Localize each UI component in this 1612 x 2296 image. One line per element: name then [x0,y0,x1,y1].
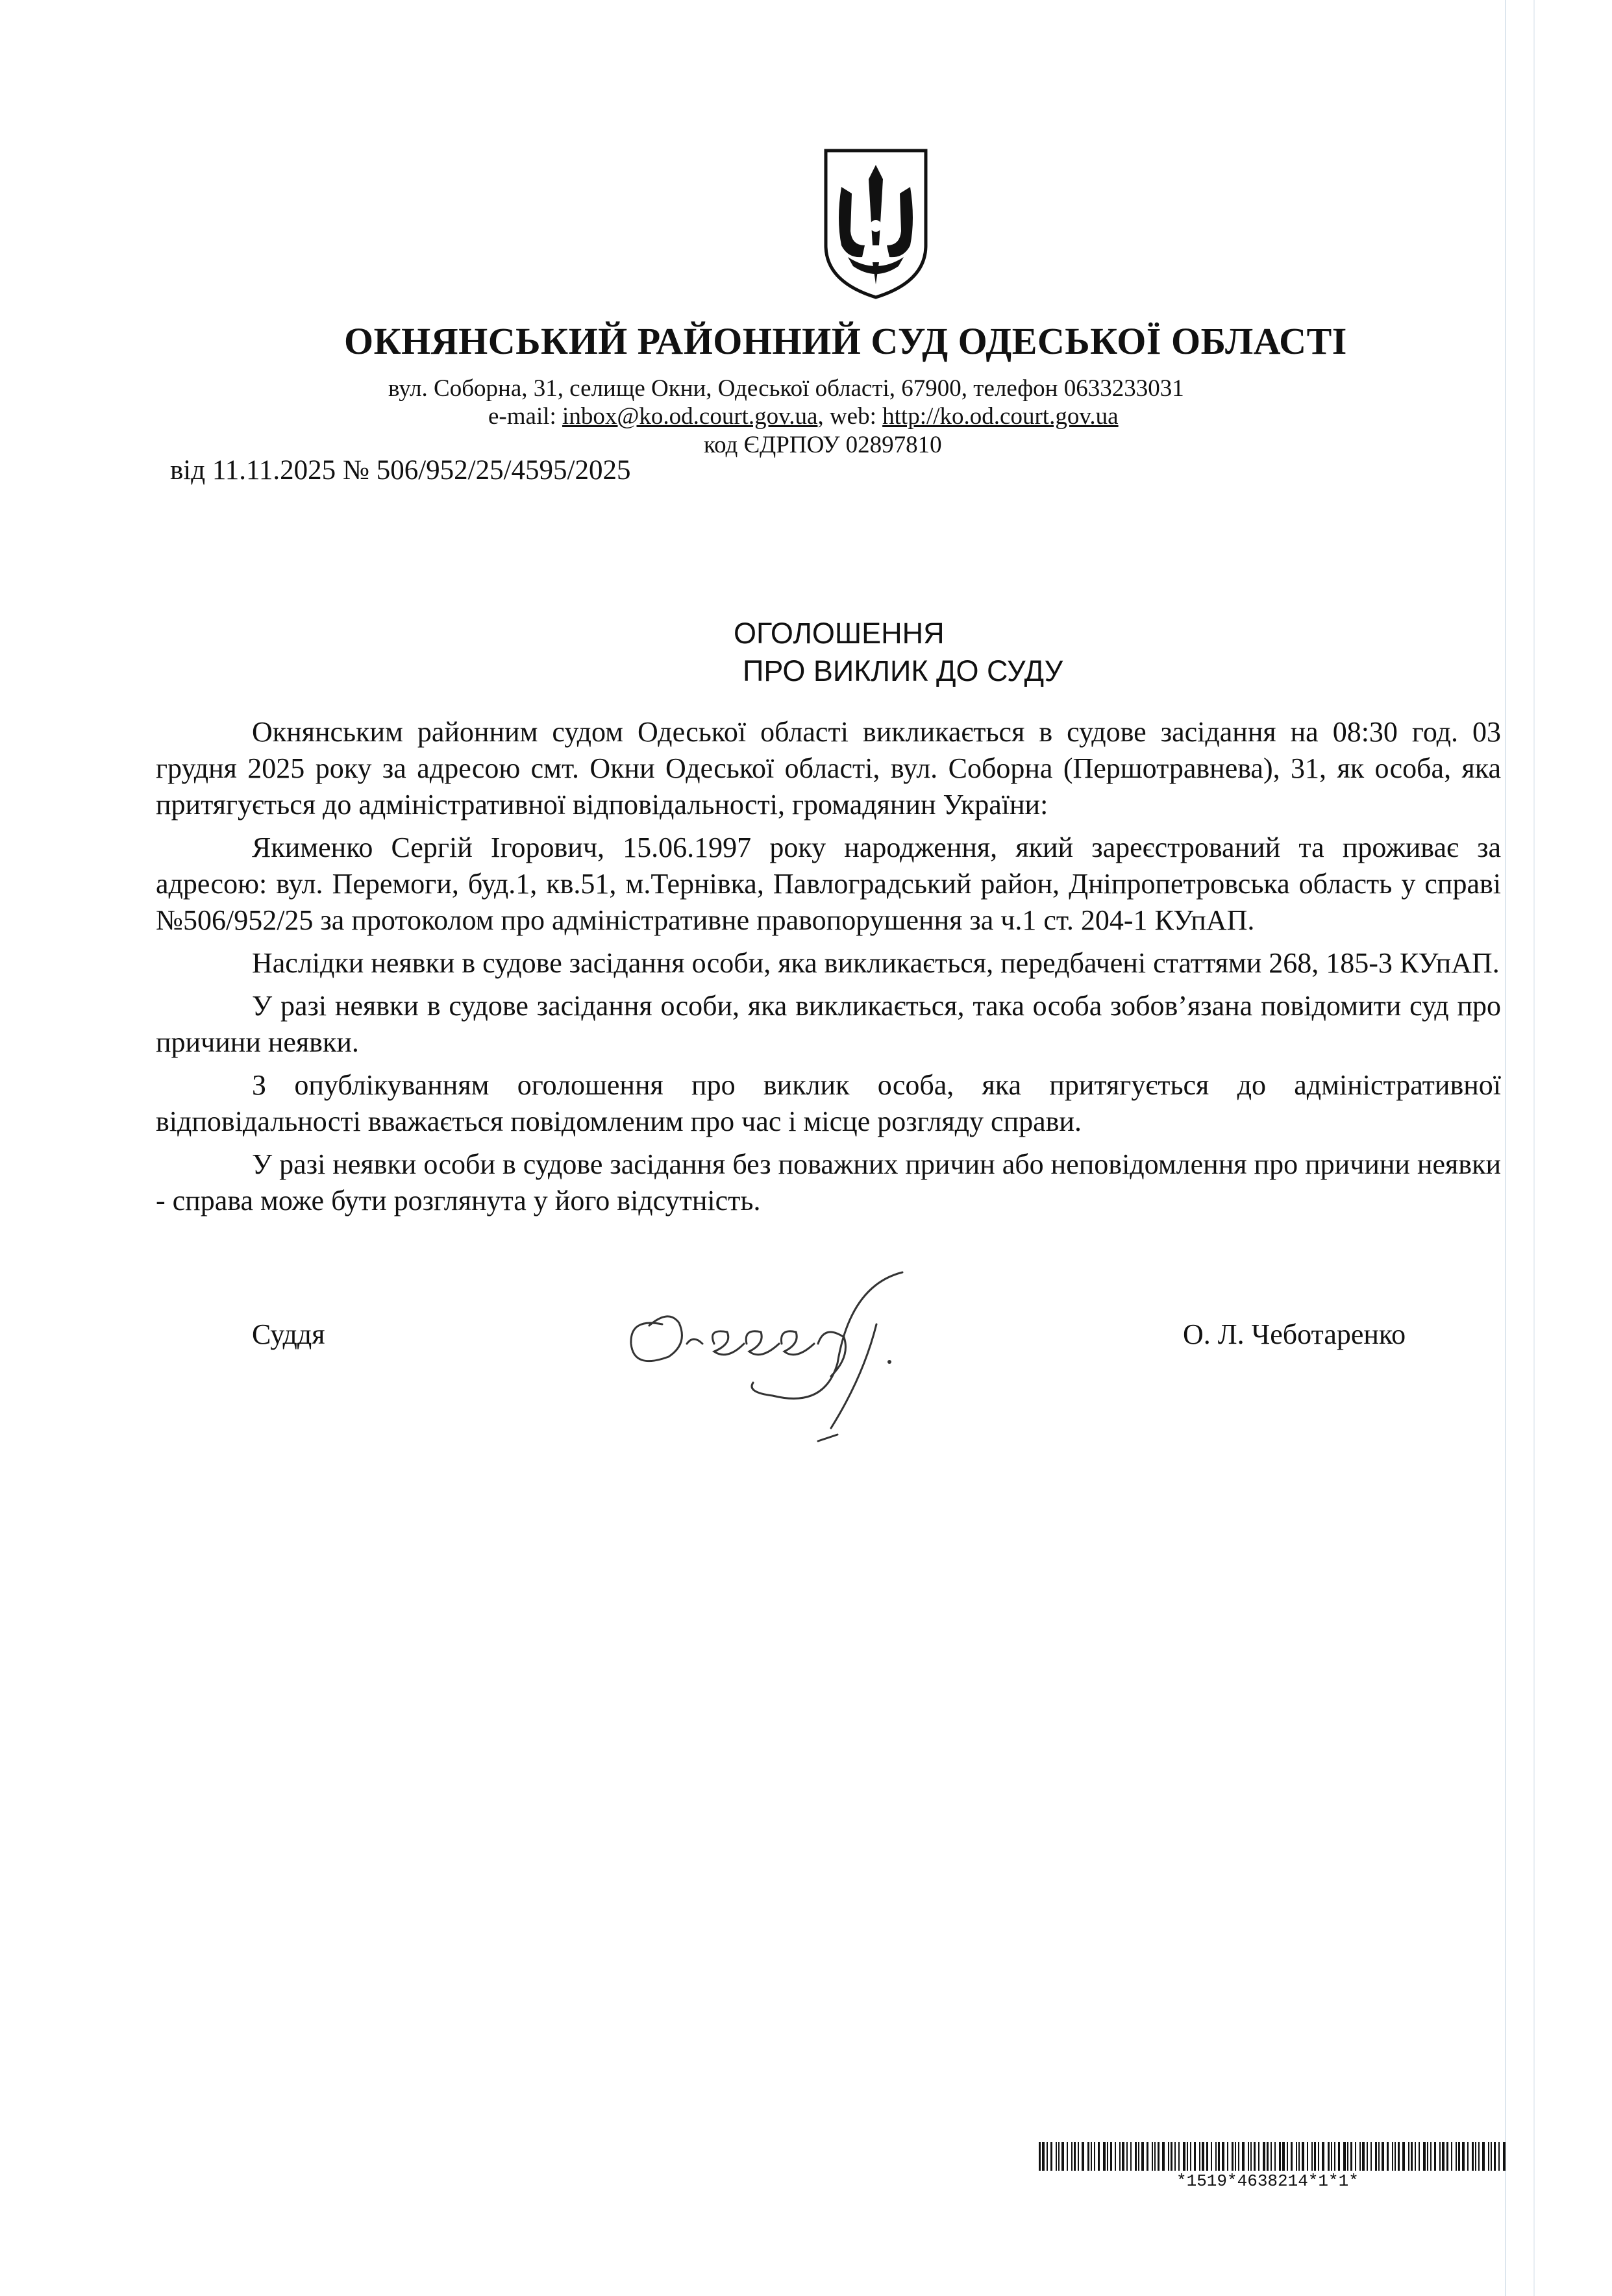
document-title: ОГОЛОШЕННЯ [734,617,945,650]
barcode-number: *1519*4638214*1*1* [1176,2171,1359,2191]
notice-body [156,714,1501,1226]
paragraph: Наслідки неявки в судове засідання особи, яка викликається, передбачені статтями 268, 185-3 КУпАП. [252,947,1500,979]
paragraph: У разі неявки особи в судове засідання без поважних причин або неповідомлення про причини неявки - справа може бути розглянута у його відсутність. [156,1148,1501,1216]
scan-edge-line [1533,0,1535,2296]
paragraph: Якименко Сергій Ігорович, 15.06.1997 року народження, який зареєстрований та проживає за адресою: вул. Перемоги, буд.1, кв.51, м.Тернівка, Павлоградський район, Дніпропетровська область у справі №506/952/25 за протоколом про адміністративне правопорушення за ч.1 ст. 204-1 КУпАП. [156,832,1501,936]
court-name: ОКНЯНСЬКИЙ РАЙОННИЙ СУД ОДЕСЬКОЇ ОБЛАСТІ [344,320,1347,362]
document-reference: від 11.11.2025 № 506/952/25/4595/2025 [170,455,631,486]
coat-of-arms-icon [822,148,930,300]
scan-edge-line [1505,0,1506,2296]
paragraph: Окнянським районним судом Одеської області викликається в судове засідання на 08:30 год. 03 грудня 2025 року за адресою смт. Окни Одеської області, вул. Соборна (Першотравнева), 31, як особа, яка притягується до адміністративної відповідальності, громадянин України: [156,716,1501,821]
barcode [1039,2142,1506,2171]
court-contacts [488,402,1119,430]
edrpou-code: код ЄДРПОУ 02897810 [704,432,942,458]
document-subtitle: ПРО ВИКЛИК ДО СУДУ [743,654,1063,687]
web-link[interactable]: http://ko.od.court.gov.ua [882,403,1119,430]
handwritten-signature [617,1246,1032,1461]
email-label: e-mail: [488,403,563,430]
paragraph: У разі неявки в судове засідання особи, яка викликається, така особа зобов’язана повідомити суд про причини неявки. [156,990,1501,1058]
court-address: вул. Соборна, 31, селище Окни, Одеської області, 67900, телефон 0633233031 [388,375,1184,402]
judge-role: Суддя [252,1318,325,1350]
email-link[interactable]: inbox@ko.od.court.gov.ua [562,403,818,430]
web-label: , web: [817,403,883,430]
paragraph: З опублікуванням оголошення про виклик особа, яка притягується до адміністративної відповідальності вважається повідомленим про час і місце розгляду справи. [156,1069,1501,1137]
judge-name: О. Л. Чеботаренко [1183,1318,1406,1350]
